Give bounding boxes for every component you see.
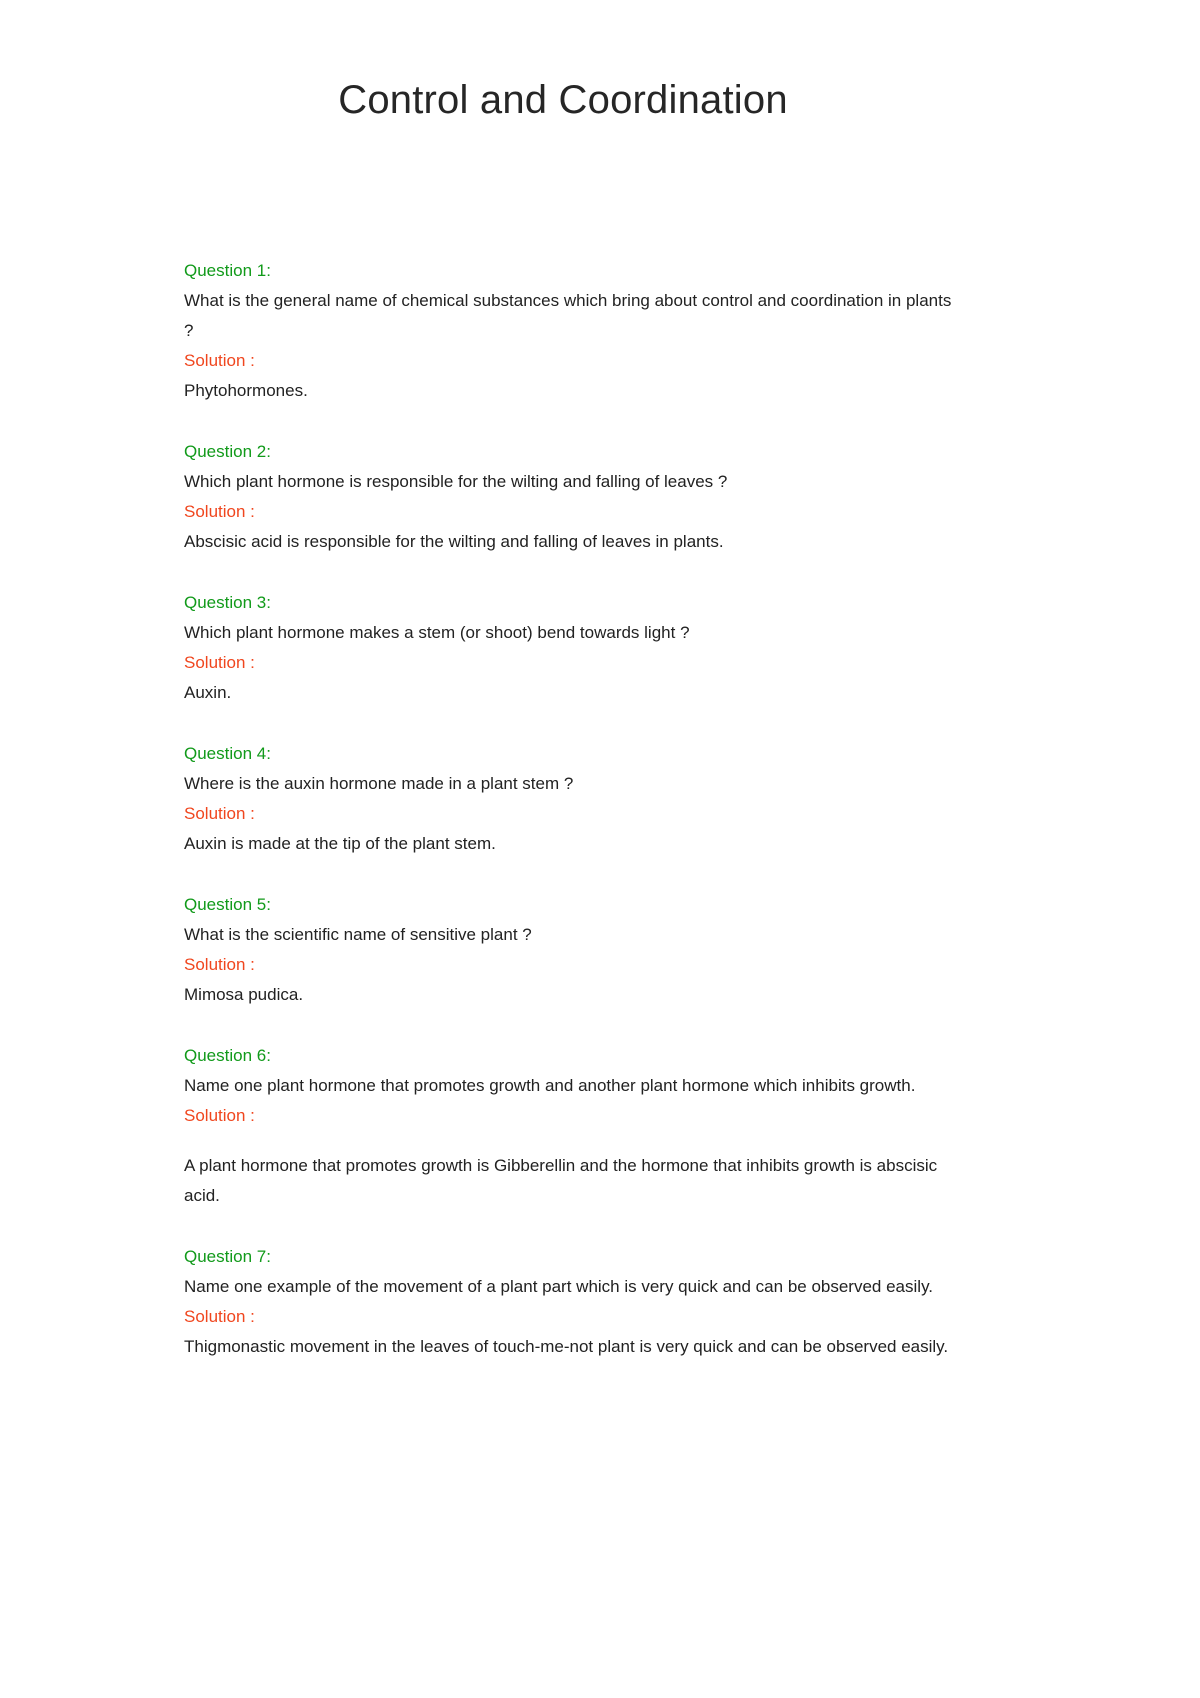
question-label: Question 7: — [184, 1247, 271, 1266]
solution-label: Solution : — [184, 1307, 255, 1326]
question-list — [184, 256, 964, 1393]
question-text: Which plant hormone is responsible for the wilting and falling of leaves ? — [184, 472, 728, 491]
answer-text: Abscisic acid is responsible for the wilting and falling of leaves in plants. — [184, 532, 724, 551]
question-label: Question 3: — [184, 593, 271, 612]
question-text: Name one example of the movement of a plant part which is very quick and can be observed easily. — [184, 1277, 934, 1296]
question-block-1 — [184, 256, 964, 406]
solution-label: Solution : — [184, 804, 255, 823]
page-title: Control and Coordination — [338, 78, 788, 122]
question-label: Question 5: — [184, 895, 271, 914]
question-text: What is the scientific name of sensitive plant ? — [184, 925, 532, 944]
answer-text: Auxin is made at the tip of the plant stem. — [184, 834, 496, 853]
solution-label: Solution : — [184, 1106, 255, 1125]
question-block-5 — [184, 890, 964, 1010]
question-block-3 — [184, 588, 964, 708]
question-block-6 — [184, 1041, 964, 1211]
solution-label: Solution : — [184, 653, 255, 672]
question-text: Where is the auxin hormone made in a plant stem ? — [184, 774, 574, 793]
solution-label: Solution : — [184, 351, 255, 370]
answer-text: Auxin. — [184, 683, 232, 702]
question-label: Question 2: — [184, 442, 271, 461]
solution-label: Solution : — [184, 502, 255, 521]
question-block-2 — [184, 437, 964, 557]
question-text: Name one plant hormone that promotes growth and another plant hormone which inhibits growth. — [184, 1076, 916, 1095]
question-block-4 — [184, 739, 964, 859]
answer-text: Thigmonastic movement in the leaves of touch-me-not plant is very quick and can be observed easily. — [184, 1337, 949, 1356]
answer-text: A plant hormone that promotes growth is Gibberellin and the hormone that inhibits growth is abscisic acid. — [184, 1156, 938, 1205]
answer-text: Phytohormones. — [184, 381, 308, 400]
question-label: Question 4: — [184, 744, 271, 763]
question-text: What is the general name of chemical substances which bring about control and coordination in plants ? — [184, 291, 952, 340]
answer-text: Mimosa pudica. — [184, 985, 304, 1004]
question-text: Which plant hormone makes a stem (or shoot) bend towards light ? — [184, 623, 690, 642]
solution-label: Solution : — [184, 955, 255, 974]
question-block-7 — [184, 1242, 964, 1362]
question-label: Question 1: — [184, 261, 271, 280]
question-label: Question 6: — [184, 1046, 271, 1065]
